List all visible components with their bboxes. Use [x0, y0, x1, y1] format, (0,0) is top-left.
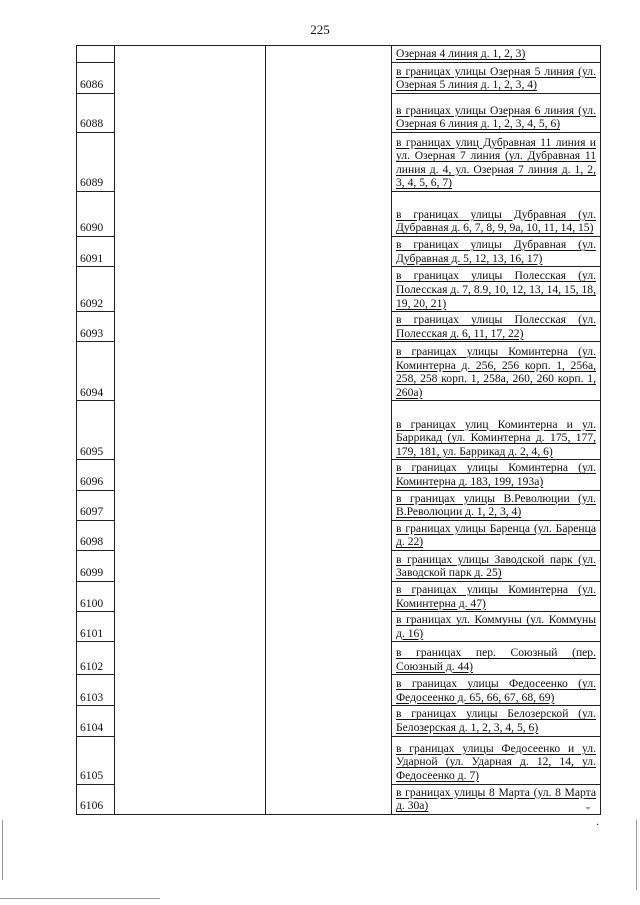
- boundary-description: [392, 192, 601, 237]
- boundary-description: [392, 46, 601, 63]
- table-row: [77, 520, 601, 550]
- boundary-text: в границах улицы Заводской парк (ул. Заводской парк д. 25): [396, 552, 596, 580]
- empty-cell: [266, 94, 392, 133]
- district-number: 6093: [77, 312, 115, 342]
- address-table: [76, 45, 601, 815]
- table-row: [77, 46, 601, 63]
- boundary-text: Озерная 4 линия д. 1, 2, 3): [396, 47, 526, 61]
- empty-cell: [266, 401, 392, 460]
- boundary-text: в границах улицы Коминтерна (ул. Коминтерна д. 183, 199, 193а): [396, 461, 596, 488]
- boundary-text: в границах улицы Озерная 6 линия (ул. Озерная 6 линия д. 1, 2, 3, 4, 5, 6): [396, 103, 596, 131]
- empty-cell: [266, 736, 392, 784]
- empty-cell: [266, 490, 392, 520]
- boundary-description: [392, 550, 601, 581]
- empty-cell: [115, 46, 266, 63]
- empty-cell: [266, 706, 392, 736]
- boundary-text: в границах улицы Белозерской (ул. Белозерская д. 1, 2, 3, 4, 5, 6): [396, 707, 596, 734]
- district-number: 6088: [77, 94, 115, 133]
- empty-cell: [115, 784, 266, 814]
- table-row: [77, 312, 601, 342]
- empty-cell: [115, 520, 266, 550]
- table-row: [77, 460, 601, 490]
- empty-cell: [115, 460, 266, 490]
- empty-cell: [266, 312, 392, 342]
- boundary-description: [392, 237, 601, 267]
- boundary-text: в границах улицы Баренца (ул. Баренца д. 22): [396, 521, 596, 549]
- boundary-text: в границах улицы Федосеенко (ул. Федосеенко д. 65, 66, 67, 68, 69): [396, 677, 596, 704]
- boundary-description: [392, 94, 601, 133]
- boundary-description: [392, 675, 601, 706]
- table-row: [77, 192, 601, 237]
- empty-cell: [115, 63, 266, 94]
- boundary-description: [392, 63, 601, 94]
- empty-cell: [115, 612, 266, 642]
- boundary-text: в границах улицы Полесская (ул. Полесская д. 7, 8.9, 10, 12, 13, 14, 15, 18, 19, 20, 21): [396, 269, 596, 310]
- empty-cell: [266, 550, 392, 581]
- district-number: 6098: [77, 520, 115, 550]
- district-number: 6101: [77, 612, 115, 642]
- boundary-description: [392, 342, 601, 401]
- district-number: 6091: [77, 237, 115, 267]
- closing-dot: .: [596, 814, 599, 828]
- table-row: [77, 642, 601, 675]
- scan-artifact-bottom: [0, 898, 160, 899]
- table-row: [77, 706, 601, 736]
- boundary-description: [392, 460, 601, 490]
- boundary-description: [392, 706, 601, 736]
- boundary-description: [392, 490, 601, 520]
- district-number: [77, 46, 115, 63]
- district-number: 6106: [77, 784, 115, 814]
- empty-cell: [266, 342, 392, 401]
- empty-cell: [266, 192, 392, 237]
- boundary-text: в границах улицы Федосеенко и ул. Ударной (ул. Ударная д. 12, 14, ул. Федосеенко д. 7): [396, 741, 596, 782]
- boundary-description: [392, 581, 601, 611]
- table-body: [77, 46, 601, 815]
- district-number: 6104: [77, 706, 115, 736]
- empty-cell: [266, 460, 392, 490]
- page-number: 225: [310, 22, 330, 37]
- district-number: 6096: [77, 460, 115, 490]
- district-number: 6097: [77, 490, 115, 520]
- district-number: 6100: [77, 581, 115, 611]
- empty-cell: [115, 267, 266, 312]
- empty-cell: [115, 490, 266, 520]
- empty-cell: [115, 642, 266, 675]
- empty-cell: [266, 642, 392, 675]
- boundary-text: в границах улицы Полесская (ул. Полесская д. 6, 11, 17, 22): [396, 313, 596, 340]
- empty-cell: [266, 237, 392, 267]
- boundary-description: [392, 784, 601, 814]
- boundary-text: в границах улиц Коминтерна и ул. Баррикад (ул. Коминтерна д. 175, 177, 179, 181, ул. Баррикад д. 2, 4, 6): [396, 417, 596, 458]
- scan-artifact-right: [636, 820, 637, 890]
- empty-cell: [266, 63, 392, 94]
- empty-cell: [115, 133, 266, 192]
- table-row: [77, 612, 601, 642]
- empty-cell: [115, 706, 266, 736]
- table-row: [77, 784, 601, 814]
- district-number: 6092: [77, 267, 115, 312]
- district-number: 6103: [77, 675, 115, 706]
- boundary-text: в границах пер. Союзный (пер. Союзный д. 44): [396, 646, 596, 673]
- district-number: 6090: [77, 192, 115, 237]
- empty-cell: [115, 736, 266, 784]
- boundary-text: в границах ул. Коммуны (ул. Коммуны д. 16): [396, 613, 596, 640]
- boundary-text: в границах улицы Дубравная (ул. Дубравная д. 6, 7, 8, 9, 9а, 10, 11, 14, 15): [396, 207, 596, 235]
- boundary-description: [392, 642, 601, 675]
- table-row: [77, 675, 601, 706]
- table-row: [77, 550, 601, 581]
- empty-cell: [115, 401, 266, 460]
- table-row: [77, 94, 601, 133]
- boundary-description: [392, 401, 601, 460]
- table-row: [77, 133, 601, 192]
- empty-cell: [266, 133, 392, 192]
- empty-cell: [115, 94, 266, 133]
- empty-cell: [266, 581, 392, 611]
- district-number: 6086: [77, 63, 115, 94]
- boundary-text: в границах улицы Коминтерна (ул. Коминтерна д. 47): [396, 582, 596, 610]
- empty-cell: [115, 675, 266, 706]
- district-number: 6102: [77, 642, 115, 675]
- closing-quote: ": [586, 806, 591, 817]
- empty-cell: [115, 237, 266, 267]
- table-row: [77, 736, 601, 784]
- district-number: 6105: [77, 736, 115, 784]
- boundary-text: в границах улицы 8 Марта (ул. 8 Марта д. 30а): [396, 785, 596, 813]
- empty-cell: [115, 192, 266, 237]
- table-row: [77, 401, 601, 460]
- empty-cell: [115, 550, 266, 581]
- boundary-text: в границах улицы Коминтерна (ул. Коминтерна д. 256, 256 корп. 1, 256а, 258, 258 корп. 1, 258а, 260, 260 корп. 1, 260а): [396, 345, 596, 399]
- boundary-description: [392, 267, 601, 312]
- district-number: 6095: [77, 401, 115, 460]
- table-row: [77, 342, 601, 401]
- empty-cell: [115, 342, 266, 401]
- scan-artifact-left: [2, 820, 3, 880]
- table-row: [77, 581, 601, 611]
- district-number: 6094: [77, 342, 115, 401]
- table-row: [77, 237, 601, 267]
- boundary-description: [392, 612, 601, 642]
- table-row: [77, 63, 601, 94]
- district-number: 6089: [77, 133, 115, 192]
- boundary-description: [392, 736, 601, 784]
- empty-cell: [266, 267, 392, 312]
- empty-cell: [115, 581, 266, 611]
- table-row: [77, 267, 601, 312]
- empty-cell: [266, 784, 392, 814]
- boundary-text: в границах улицы Дубравная (ул. Дубравная д. 5, 12, 13, 16, 17): [396, 238, 596, 265]
- empty-cell: [266, 675, 392, 706]
- boundary-text: в границах улиц Дубравная 11 линия и ул. Озерная 7 линия (ул. Дубравная 11 линия д. 4, ул. Озерная 7 линия д. 1, 2, 3, 4, 5, 6, 7): [396, 135, 596, 190]
- empty-cell: [266, 520, 392, 550]
- boundary-text: в границах улицы Озерная 5 линия (ул. Озерная 5 линия д. 1, 2, 3, 4): [396, 64, 596, 92]
- table-row: [77, 490, 601, 520]
- empty-cell: [266, 46, 392, 63]
- boundary-description: [392, 312, 601, 342]
- boundary-description: [392, 133, 601, 192]
- district-number: 6099: [77, 550, 115, 581]
- boundary-text: в границах улицы В.Революции (ул. В.Революции д. 1, 2, 3, 4): [396, 491, 596, 519]
- boundary-description: [392, 520, 601, 550]
- empty-cell: [115, 312, 266, 342]
- empty-cell: [266, 612, 392, 642]
